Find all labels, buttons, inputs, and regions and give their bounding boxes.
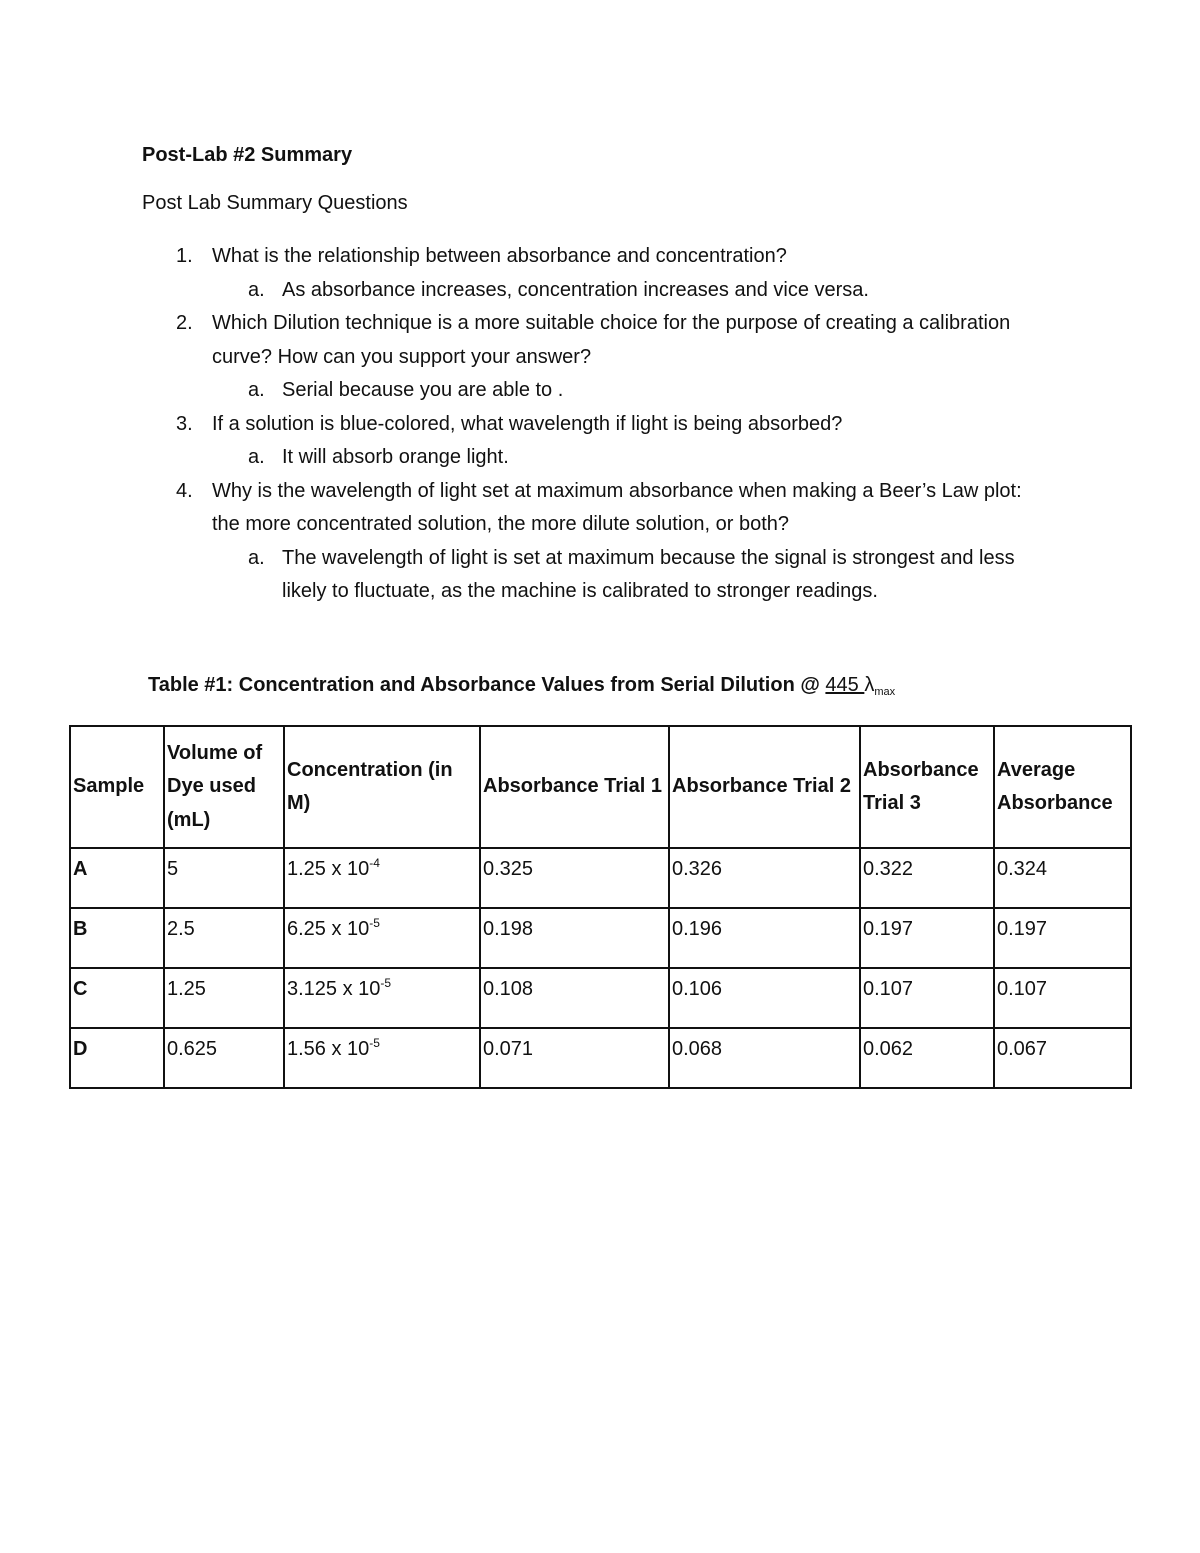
table-row (70, 1028, 1131, 1088)
table-row (70, 908, 1131, 968)
average-cell: 0.107 (994, 968, 1131, 1028)
answer-marker: a. (248, 446, 265, 468)
trial1-cell: 0.325 (480, 848, 669, 908)
table-caption-wavelength: 445 (825, 674, 865, 696)
answer-text: Serial because you are able to . (282, 379, 564, 401)
answer-item (212, 441, 1082, 475)
trial3-cell: 0.107 (860, 968, 994, 1028)
question-item (142, 475, 1032, 542)
question-item (142, 307, 1022, 374)
trial2-cell: 0.196 (669, 908, 860, 968)
concentration-cell (284, 968, 480, 1028)
table-header: Absorbance Trial 3 (860, 726, 994, 848)
average-cell: 0.197 (994, 908, 1131, 968)
table-header: Absorbance Trial 2 (669, 726, 860, 848)
concentration-exponent: -5 (369, 1036, 380, 1050)
sample-cell: B (70, 908, 164, 968)
table-header-row (70, 726, 1131, 848)
sample-cell: D (70, 1028, 164, 1088)
lambda-symbol: λ (864, 674, 875, 696)
question-list (142, 240, 1082, 609)
volume-cell: 2.5 (164, 908, 284, 968)
page-title: Post-Lab #2 Summary (142, 144, 353, 166)
trial3-cell: 0.062 (860, 1028, 994, 1088)
trial2-cell: 0.068 (669, 1028, 860, 1088)
answer-marker: a. (248, 278, 265, 301)
volume-cell: 5 (164, 848, 284, 908)
answer-item (212, 542, 1022, 609)
table-caption-text: Table #1: Concentration and Absorbance Values from Serial Dilution @ (148, 674, 826, 696)
concentration-exponent: -5 (380, 976, 392, 990)
volume-cell: 0.625 (164, 1028, 284, 1088)
trial2-cell: 0.326 (669, 848, 860, 908)
question-number: 2. (176, 312, 193, 334)
concentration-base: 6.25 x 10 (287, 918, 370, 940)
question-number: 1. (176, 245, 193, 267)
answer-text: As absorbance increases, concentration increases and vice versa. (282, 278, 869, 301)
answer-marker: a. (248, 546, 265, 569)
table-row (70, 968, 1131, 1028)
table-header: Concentration (in M) (284, 726, 480, 848)
average-cell: 0.067 (994, 1028, 1131, 1088)
trial3-cell: 0.322 (860, 848, 994, 908)
volume-cell: 1.25 (164, 968, 284, 1028)
answer-text: It will absorb orange light. (282, 446, 509, 468)
concentration-exponent: -5 (369, 916, 380, 930)
question-text: What is the relationship between absorbance and concentration? (212, 245, 787, 267)
trial1-cell: 0.198 (480, 908, 669, 968)
answer-text: The wavelength of light is set at maximum because the signal is strongest and less likely to fluctuate, as the machine is calibrated to stronger readings. (282, 546, 1015, 602)
question-item (142, 240, 1082, 274)
lambda-subscript: max (874, 686, 896, 698)
table-caption (148, 674, 895, 698)
trial3-cell: 0.197 (860, 908, 994, 968)
sample-cell: C (70, 968, 164, 1028)
table-row (70, 848, 1131, 908)
trial1-cell: 0.071 (480, 1028, 669, 1088)
question-number: 4. (176, 479, 193, 502)
concentration-cell (284, 1028, 480, 1088)
average-cell: 0.324 (994, 848, 1131, 908)
answer-item (212, 274, 1082, 308)
concentration-cell (284, 848, 480, 908)
page-subtitle: Post Lab Summary Questions (142, 192, 408, 214)
question-item (142, 408, 1082, 442)
answer-item (212, 374, 1082, 408)
concentration-exponent: -4 (369, 856, 380, 870)
question-text: Which Dilution technique is a more suitable choice for the purpose of creating a calibration curve? How can you support your answer? (212, 312, 1011, 368)
question-text: Why is the wavelength of light set at maximum absorbance when making a Beer’s Law plot: the more concentrated solution, the more dilute solution, or both? (212, 479, 1022, 535)
table-header: Average Absorbance (994, 726, 1131, 848)
concentration-base: 1.25 x 10 (287, 858, 370, 880)
table-header: Sample (70, 726, 164, 848)
trial1-cell: 0.108 (480, 968, 669, 1028)
table-header: Volume of Dye used (mL) (164, 726, 284, 848)
concentration-base: 1.56 x 10 (287, 1038, 370, 1060)
answer-marker: a. (248, 379, 265, 401)
concentration-base: 3.125 x 10 (287, 978, 381, 1000)
question-text: If a solution is blue-colored, what wavelength if light is being absorbed? (212, 412, 843, 435)
table-header: Absorbance Trial 1 (480, 726, 669, 848)
concentration-cell (284, 908, 480, 968)
data-table (69, 725, 1132, 1089)
sample-cell: A (70, 848, 164, 908)
trial2-cell: 0.106 (669, 968, 860, 1028)
question-number: 3. (176, 412, 193, 435)
